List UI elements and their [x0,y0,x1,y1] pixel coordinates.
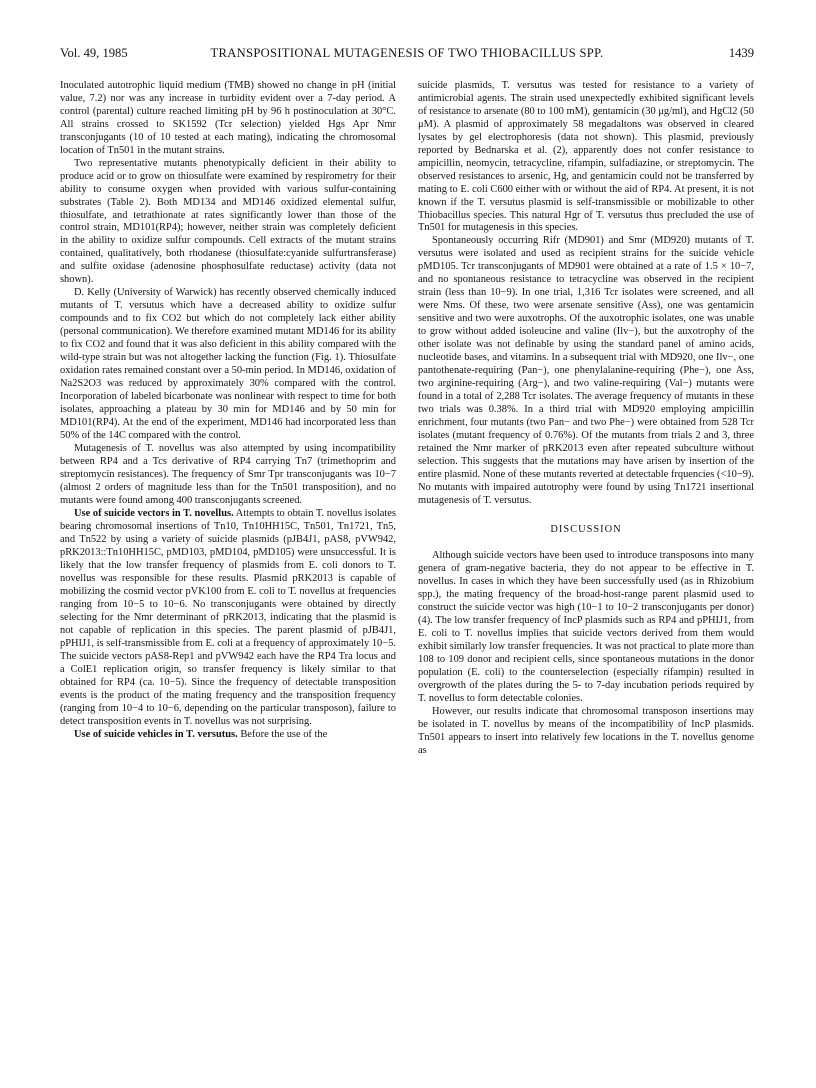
run-in-heading: Use of suicide vectors in T. novellus. [74,508,234,520]
paragraph: suicide plasmids, T. versutus was tested for resistance to a variety of antimicrobial agents. The strain used unexpectedly exhibited significant levels of resistance to arsenate (80 to 100 mM), gentamicin (30 μg/ml), and HgCl2 (50 μM). A plasmid of approximately 58 megadaltons was observed in cleared lysates by gel electrophoresis (data not shown). This plasmid, previously reported by Bednarska et al. (2), apparently does not confer resistance to ampicillin, neomycin, tetracycline, rifampin, sulfadiazine, or streptomycin. The observed resistances to arsenic, Hg, and gentamicin could not be transferred by mating to E. coli C600 either with or without the aid of RP4. At present, it is not known if the T. versutus plasmid is self-transmissible or mobilizable to other Thiobacillus species. This natural Hgr of T. versutus thus precluded the use of Tn501 for mutagenesis in this species. [418,80,754,234]
paragraph: However, our results indicate that chromosomal transposon insertions may be isolated in T. novellus by means of the incompatibility of IncP plasmids. Tn501 appears to insert into relatively few locations in the T. novellus genome as [418,705,754,756]
left-column [60,80,396,742]
right-column [418,80,754,758]
paragraph: Although suicide vectors have been used to introduce transposons into many genera of gram-negative bacteria, they do not appear to be effective in T. novellus. In cases in which they have been successfully used (as in Rhizobium spp.), the mating frequency of the broad-host-range parent plasmid used to construct the suicide vector was high (10−1 to 10−2 transconjugants per donor) (4). The low transfer frequency of IncP plasmids such as RP4 and pPHIJ1, from E. coli to T. novellus implies that suicide vectors derived from them would exhibit similarly low transfer frequencies. It was not practical to plate more than 108 to 109 donor and recipient cells, since spontaneous mutations in the donor population (E. coli) to the counterselection (especially rifampin) resulted in overgrowth of the plates during the 5- to 7-day incubation periods required by T. novellus to form detectable colonies. [418,550,754,704]
section-heading: DISCUSSION [550,524,622,536]
page-number: 1439 [728,46,754,60]
run-in-heading: Use of suicide vehicles in T. versutus. [74,728,238,740]
paragraph: Mutagenesis of T. novellus was also attempted by using incompatibility between RP4 and a Tcs derivative of RP4 carrying Tn7 (trimethoprim and streptomycin resistances). The frequency of Smr Tpr transconjugants was 10−7 (almost 2 orders of magnitude less than for the Tn501 transposition), and no mutants were found among 400 transconjugants screened. [60,442,396,506]
paragraph [60,508,396,728]
paragraph: Spontaneously occurring Rifr (MD901) and Smr (MD920) mutants of T. versutus were isolated and used as recipient strains for the suicide vehicle pMD105. Tcr transconjugants of MD901 were obtained at a rate of 1.5 × 10−7, and no spontaneous resistance to tetracycline was observed in the recipient strain (less than 10−9). In one trial, 1,316 Tcr isolates were screened, and all were Nms. Of these, two were arsenate sensitive (Ass), one was gentamicin sensitive and two were auxotrophs. Of the auxotrophic isolates, one was unable to grow without added isoleucine and valine (Ilv−), but the auxotrophy of the other isolate was not definable by using the standard panel of amino acids, nucleotide bases, and vitamins. In a subsequent trial with MD920, one Ilv−, one pantothenate-requiring (Pan−), one phenylalanine-requiring (Phe−), one Ass, two arginine-requiring (Arg−), and two valine-requiring (Val−) mutants were found in a total of 2,288 Tcr isolates. The average frequency of mutants in these two trials was 0.38%. In a third trial with MD920 employing ampicillin enrichment, four mutants (two Pan− and two Phe−) were obtained from 528 Tcr isolates (mutant frequency of 0.76%). Of the mutants from trials 2 and 3, three retained the Nmr marker of pRK2013 even after repeated subculture without selection. This suggests that the mutations may have arisen by insertion of the entire plasmid. None of these mutants reverted at detectable frquencies (<10−9). No mutants with impaired autotrophy were found by using Tn1721 insertional mutagenesis of T. versutus. [418,235,754,506]
journal-volume: Vol. 49, 1985 [60,46,128,60]
paragraph-body: Attempts to obtain T. novellus isolates bearing chromosomal insertions of Tn10, Tn10HH15C, Tn501, Tn1721, Tn5, and Tn522 by using a variety of suicide plasmids (pJB4J1, pAS8, pVW942, pRK2013::Tn10HH15C, pMD103, pMD104, pMD105) were unsuccessful. It is likely that the low transfer frequency of plasmids from E. coli donors to T. novellus was responsible for these results. Plasmid pRK2013 is capable of mobilizing the cosmid vector pVK100 from E. coli to T. novellus at frequencies ranging from 10−5 to 10−6. No transconjugants were obtained by directly selecting for the Nmr determinant of pRK2013, indicating that the plasmid is not capable of replication in this species. The parent plasmid of pJB4J1, pPHIJ1, is self-transmissible from E. coli at a frequency of approximately 10−5. The suicide vectors pAS8-Rep1 and pVW942 each have the RP4 Tra locus and a ColE1 replication origin, so transfer frequency is likely similar to that obtained for RP4 (ca. 10−5). Since the frequency of detectable transposition events is the product of the mating frequency and the transposition frequency (ranging from 10−4 to 10−6, depending on the particular transposon), failure to detect transposition events in T. novellus was not surprising. [60,508,396,727]
running-header [60,46,754,62]
paragraph: Two representative mutants phenotypically deficient in their ability to produce acid or to grow on thiosulfate were examined by respirometry for their ability to consume oxygen when provided with various sulfur-containing substrates (Table 2). Both MD134 and MD146 oxidized elemental sulfur, thiosulfate, and tetrathionate at rates significantly lower than those of the control strain, MD101(RP4); however, neither strain was completely deficient in the ability to oxidize sulfur compounds. Cell extracts of the mutant strains contained, qualitatively, both rhodanese (thiosulfate:cyanide sulfurtransferase) and sulfite oxidase (adenosine phosphosulfate reductase) activity (data not shown). [60,157,396,286]
paragraph-body: Before the use of the [240,728,328,740]
running-title: TRANSPOSITIONAL MUTAGENESIS OF TWO THIOBACILLUS SPP. [210,46,604,60]
paragraph: D. Kelly (University of Warwick) has recently observed chemically induced mutants of T. versutus which have a decreased ability to oxidize sulfur compounds and to fix CO2 but which do not completely lack either ability (personal communication). We therefore examined mutant MD146 for its ability to fix CO2 and found that it was also deficient in this ability compared with the wild-type strain but was not altogether lacking the function (Fig. 1). Thiosulfate oxidation rates remained constant over a 50-min period. In MD146, oxidation of Na2S2O3 was reduced by approximately 30% compared with the control. Incorporation of labeled bicarbonate was nonlinear with respect to time for both isolates, approaching a plateau by 30 min for MD146 and by 50 min for MD101(RP4). At the end of the experiment, MD146 had incorporated less than 50% of the 14C compared with the control. [60,287,396,441]
paragraph [60,729,396,742]
paragraph: Inoculated autotrophic liquid medium (TMB) showed no change in pH (initial value, 7.2) nor was any increase in turbidity evident over a 7-day period. A control (parental) culture reached limiting pH by 96 h postinoculation at 30°C. All strains crossed to SK1592 (Tcr selection) yielded Hgs Apr Nmr transconjugants (10 of 10 tested at each mating), indicating the chromosomal location of Tn501 in the mutant strains. [60,80,396,156]
